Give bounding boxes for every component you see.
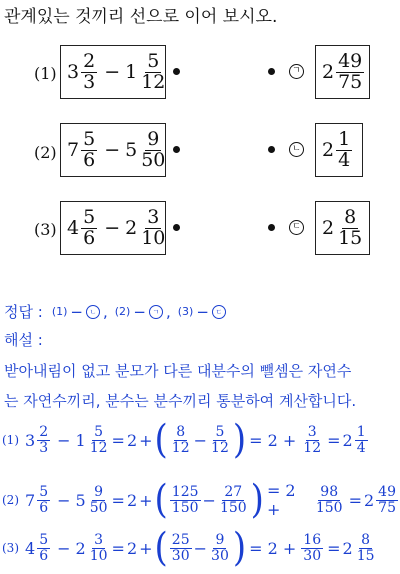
fraction: $\frac{9}{50}$	[141, 127, 166, 171]
answer-num: (1)	[51, 305, 68, 318]
mark-nieun-icon: ㄴ	[289, 142, 304, 157]
mark-digeut-icon: ㄷ	[212, 305, 226, 319]
mark-nieun-icon: ㄴ	[86, 305, 100, 319]
fraction: $\frac{49}{75}$	[338, 49, 363, 93]
explanation-label: 해설 :	[4, 331, 43, 349]
instruction-text: 관계있는 것끼리 선으로 이어 보시오.	[4, 7, 278, 27]
fraction: $\frac{5}{6}$	[83, 127, 96, 171]
whole: 2	[322, 61, 335, 83]
problem-3-box[interactable]	[60, 201, 166, 255]
answer-line	[4, 301, 226, 322]
solution-3: (3) 4 $\frac{5}{6}$ − 2 $\frac{3}{10}$ = 2 + ( $\frac{25}{30}$ − $\frac{9}{30}$ ) = 2 + $\frac{16}{30}$ = 2 $\frac{8}{15}$	[2, 525, 375, 571]
whole: 2	[322, 217, 335, 239]
fraction: $\frac{5}{6}$	[83, 205, 96, 249]
answer-a-box[interactable]	[315, 45, 370, 99]
connect-dot-left-3[interactable]	[173, 224, 180, 231]
problem-1-box[interactable]	[60, 45, 166, 99]
mark-digeut-icon: ㄷ	[289, 220, 304, 235]
problem-1-label: (1)	[34, 64, 57, 83]
answer-sep: ,	[102, 302, 108, 321]
explanation-line-1: 받아내림이 없고 분모가 다른 대분수의 뺄셈은 자연수	[4, 362, 352, 380]
connect-dot-left-2[interactable]	[173, 146, 180, 153]
problem-2-box[interactable]	[60, 123, 166, 177]
whole: 4	[67, 217, 80, 239]
fraction: $\frac{3}{10}$	[141, 205, 166, 249]
answer-num: (2)	[114, 305, 131, 318]
problem-2-label: (2)	[34, 143, 57, 162]
whole: 1	[125, 61, 138, 83]
solution-1: (1) 3 $\frac{2}{3}$ − 1 $\frac{5}{12}$ = 2 + ( $\frac{8}{12}$ − $\frac{5}{12}$ ) = 2 + $\frac{3}{12}$ = 2 $\frac{1}{4}$	[2, 417, 366, 463]
mark-giyeok-icon: ㄱ	[289, 64, 304, 79]
whole: 2	[125, 217, 138, 239]
whole: 7	[67, 139, 80, 161]
answer-sep: ,	[165, 302, 171, 321]
explanation-line-2: 는 자연수끼리, 분수는 분수끼리 통분하여 계산합니다.	[4, 392, 357, 410]
solution-2: (2) 7 $\frac{5}{6}$ − 5 $\frac{9}{50}$ = 2 + ( $\frac{125}{150}$ − $\frac{27}{150}$ ) = 2 + $\frac{98}{150}$ = 2 $\frac{49}{75}$	[2, 477, 396, 523]
connect-dot-right-2[interactable]	[268, 146, 275, 153]
fraction: $\frac{8}{15}$	[338, 205, 363, 249]
answer-c-box[interactable]	[315, 201, 370, 255]
fraction: $\frac{5}{12}$	[141, 49, 166, 93]
answer-num: (3)	[177, 305, 194, 318]
minus-sign: −	[104, 217, 121, 239]
minus-sign: −	[104, 61, 121, 83]
answer-label: 정답 :	[4, 303, 43, 321]
answer-dash: −	[196, 302, 209, 321]
fraction: $\frac{1}{4}$	[338, 127, 351, 171]
answer-dash: −	[133, 302, 146, 321]
connect-dot-left-1[interactable]	[173, 68, 180, 75]
whole: 3	[67, 61, 80, 83]
fraction: $\frac{2}{3}$	[83, 49, 96, 93]
whole: 5	[125, 139, 138, 161]
minus-sign: −	[104, 139, 121, 161]
answer-b-box[interactable]	[315, 123, 363, 177]
connect-dot-right-1[interactable]	[268, 68, 275, 75]
problem-3-label: (3)	[34, 220, 57, 239]
mark-giyeok-icon: ㄱ	[149, 305, 163, 319]
whole: 2	[322, 139, 335, 161]
answer-dash: −	[70, 302, 83, 321]
connect-dot-right-3[interactable]	[268, 224, 275, 231]
